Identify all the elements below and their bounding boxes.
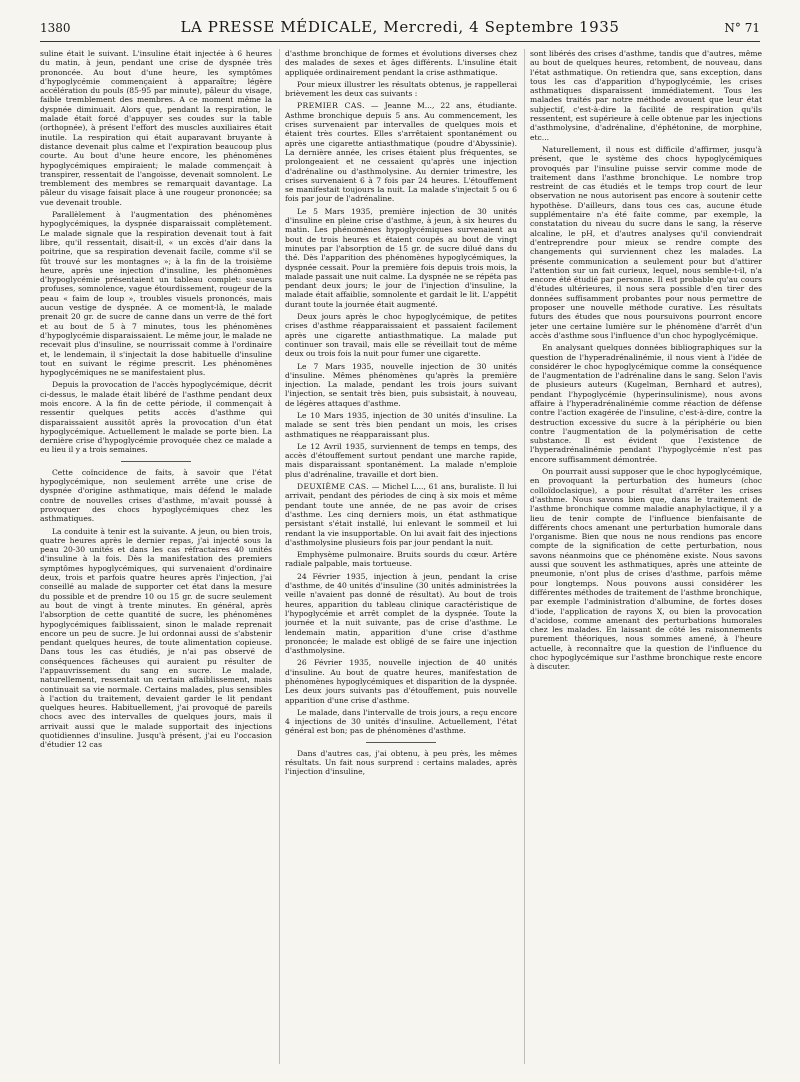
header-rule xyxy=(40,41,760,42)
paragraph: Le 12 Avril 1935, surviennent de temps en temps, des accès d'étouffement surtout pendant une marche rapide, mais disparaissant spontanément. La malade n'emploie plus d'adrénaline, travaille et dort bien. xyxy=(285,441,517,479)
text-column-1 xyxy=(40,49,272,1069)
section-separator xyxy=(121,461,191,462)
text-column-3 xyxy=(530,49,762,1069)
paragraph: suline était le suivant. L'insuline était injectée à 6 heures du matin, à jeun, pendant une crise de dyspnée très prononcée. Au bout d'une heure, les symptômes d'hypoglycémie commençaient à apparaître; légère accélération du pouls (85-95 par minute), pâleur du visage, faible tremblement des membres. A ce moment même la dyspnée diminuait. Alors que, pendant la respiration, le malade était forcé d'appuyer ses coudes sur la table (orthopnée), à présent l'effort des muscles auxiliaires était inutile. La respiration qui était auparavant bruyante à distance devenait plus calme et l'expiration beaucoup plus courte. Au bout d'une heure encore, les phénomènes hypoglycémiques empiraient; le malade commençait à transpirer, ressentait de l'angoisse, devenait somnolent. Le tremblement des membres se remarquait davantage. La pâleur du visage faisait place à une rougeur prononcée; sa vue devenait trouble. xyxy=(40,49,272,207)
journal-title: LA PRESSE MÉDICALE, Mercredi, 4 Septembre 1935 xyxy=(180,18,620,36)
paragraph: Cette coïncidence de faits, à savoir que l'état hypoglycémique, non seulement arrête une crise de dyspnée d'origine asthmatique, mais défend le malade contre de nouvelles crises d'asthme, m'avait poussé à provoquer des chocs hypoglycémiques chez les asthmatiques. xyxy=(40,467,272,524)
paragraph: Naturellement, il nous est difficile d'affirmer, jusqu'à présent, que le système des chocs hypoglycémiques provoqués par l'insuline puisse servir comme mode de traitement dans l'asthme bronchique. Le nombre trop restreint de cas étudiés et le temps trop court de leur observation ne nous autorisent pas encore à soutenir cette hypothèse. D'ailleurs, dans tous ces cas, aucune étude supplémentaire n'a été faite comme, par exemple, la constatation du niveau du sucre dans le sang, la réserve alcaline, le pH, et d'autres analyses qu'il conviendrait d'entreprendre pour mieux se rendre compte des changements qui surviennent chez les malades. La présente communication a seulement pour but d'attirer l'attention sur un fait curieux, lequel, nous semble-t-il, n'a encore été étudié par personne. Il est probable qu'au cours d'études ultérieures, il nous sera possible d'en tirer des données suffisamment probantes pour nous permettre de proposer une nouvelle méthode curative. Les résultats futurs des études que nous poursuivons pourront encore jeter une certaine lumière sur le phénomène d'arrêt d'un accès d'asthme sous l'influence d'un choc hypoglycémique. xyxy=(530,144,762,340)
paragraph: d'asthme bronchique de formes et évolutions diverses chez des malades de sexes et âges différents. L'insuline était appliquée ordinairement pendant la crise asthmatique. xyxy=(285,49,517,77)
issue-number: N° 71 xyxy=(724,21,760,35)
paragraph: Depuis la provocation de l'accès hypoglycémique, décrit ci-dessus, le malade était libéré de l'asthme pendant deux mois encore. A la fin de cette période, il commençait à ressentir quelques petits accès d'asthme qui disparaissaient aussitôt après la provocation d'un état hypoglycémique. Actuellement le malade se porte bien. La dernière crise d'hypoglycémie provoquée chez ce malade a eu lieu il y a trois semaines. xyxy=(40,380,272,455)
paragraph: Parallèlement à l'augmentation des phénomènes hypoglycémiques, la dyspnée disparaissait complètement. Le malade signale que la respiration devenait tout à fait libre, qu'il ressentait, disait-il, « un excès d'air dans la poitrine, que sa respiration devenait facile, comme s'il se fût trouvé sur les montagnes »; à la fin de la troisième heure, après une injection d'insuline, les phénomènes d'hypoglycémie présentaient un tableau complet: sueurs profuses, somnolence, vague étourdissement, rougeur de la peau « faim de loup », troubles visuels prononcés, mais aucun vestige de dyspnée. A ce moment-là, le malade prenait 20 gr. de sucre de canne dans un verre de thé fort et au bout de 5 à 7 minutes, tous les phénomènes d'hypoglycémie disparaissaient. Le même jour, le malade ne recevait plus d'insuline, se nourrissait comme à l'ordinaire et, le lendemain, il s'injectait la dose habituelle d'insuline tout en suivant le régime prescrit. Les phénomènes hypoglycémiques ne se manifestaient plus. xyxy=(40,210,272,378)
paragraph: En analysant quelques données bibliographiques sur la question de l'hyperadrénalinémie, il nous vient à l'idée de considérer le choc hypoglycémique comme la conséquence de l'augmentation de l'adrénaline dans le sang. Selon l'avis de plusieurs auteurs (Kugelman, Bernhard et autres), pendant l'hypoglycémie (hyperinsulinisme), nous avons affaire à l'hyperadrénalinémie comme réaction de défense contre l'action exagérée de l'insuline, c'est-à-dire, contre la destruction excessive du sucre à la périphérie ou bien contre l'augmentation de la polymérisation de cette substance. Il est évident que l'existence de l'hyperadrénalinémie pendant l'hypoglycémie n'est pas encore suffisamment démontrée. xyxy=(530,343,762,464)
section-separator xyxy=(366,742,436,743)
paragraph: Emphysème pulmonaire. Bruits sourds du cœur. Artère radiale palpable, mais tortueuse. xyxy=(285,550,517,569)
paragraph: 24 Février 1935, injection à jeun, pendant la crise d'asthme, de 40 unités d'insuline (30 unités administrées la veille n'avaient pas donné de résultat). Au bout de trois heures, apparition du tableau clinique caractéristique de l'hypoglycémie et arrêt complet de la dyspnée. Toute la journée et la nuit suivante, pas de crise d'asthme. Le lendemain matin, apparition d'une crise d'asthme prononcée; le malade est obligé de se faire une injection d'asthmolysine. xyxy=(285,571,517,656)
paragraph: Le 7 Mars 1935, nouvelle injection de 30 unités d'insuline. Mêmes phénomènes qu'après la première injection. La malade, pendant les trois jours suivant l'injection, se sentait très bien, puis subsistait, à nouveau, de légères attaques d'asthme. xyxy=(285,361,517,408)
paragraph: La conduite à tenir est la suivante. A jeun, ou bien trois, quatre heures après le dernier repas, j'ai injecté sous la peau 20-30 unités et dans les cas réfractaires 40 unités d'insuline à la fois. Dès la manifestation des premiers symptômes hypoglycémiques, qui survenaient d'ordinaire deux, trois et parfois quatre heures après l'injection, j'ai conseillé au malade de supporter cet état dans la mesure du possible et de prendre 10 ou 15 gr. de sucre seulement au bout de vingt à trente minutes. En général, après l'absorption de cette quantité de sucre, les phénomènes hypoglycémiques faiblissaient, sinon le malade reprenait encore un peu de sucre. Je lui ordonnai aussi de s'abstenir pendant quelques heures, de toute alimentation copieuse. Dans tous les cas étudiés, je n'ai pas observé de conséquences fâcheuses qui auraient pu résulter de l'appauvrissement du sang en sucre. Le malade, naturellement, ressentait un certain affaiblissement, mais continuait sa vie normale. Certains malades, plus sensibles à l'action du traitement, devaient garder le lit pendant quelques heures. Habituellement, j'ai provoqué de pareils chocs avec des intervalles de quelques jours, mais il arrivait aussi que le malade supportait des injections quotidiennes d'insuline. Jusqu'à présent, j'ai eu l'occasion d'étudier 12 cas xyxy=(40,526,272,750)
paragraph: Dans d'autres cas, j'ai obtenu, à peu près, les mêmes résultats. Un fait nous surprend : certains malades, après l'injection d'insuline, xyxy=(285,748,517,777)
paragraph: Deux jours après le choc hypoglycémique, de petites crises d'asthme réapparaissaient et passaient facilement après une cigarette antiasthmatique. La malade put continuer son travail, mais elle se réveillait tout de même deux ou trois fois la nuit pour fumer une cigarette. xyxy=(285,312,517,359)
case-label: DEUXIÈME CAS. xyxy=(297,482,369,492)
paragraph: Le 5 Mars 1935, première injection de 30 unités d'insuline en pleine crise d'asthme, à jeun, à six heures du matin. Les phénomènes hypoglycémiques survenaient au bout de trois heures et étaient coupés au bout de vingt minutes par l'absorption de 15 gr. de sucre dilué dans du thé. Dès l'apparition des phénomènes hypoglycémiques, la dyspnée cessait. Pour la première fois depuis trois mois, la malade passait une nuit calme. La dyspnée ne se répéta pas pendant deux jours; le jour de l'injection d'insuline, la malade était affaiblie, somnolente et gardait le lit. L'appétit durant toute la journée était augmenté. xyxy=(285,206,517,309)
paragraph: sont libérés des crises d'asthme, tandis que d'autres, même au bout de quelques heures, retombent, de nouveau, dans l'état asthmatique. On retiendra que, sans exception, dans tous les cas d'apparition d'hypoglycémie, les crises asthmatiques disparaissent immédiatement. Tous les malades traités par notre méthode avouent que leur état subjectif, c'est-à-dire la facilité de respiration qu'ils ressentent, est supérieure à celle obtenue par les injections d'asthmolysine, d'adrénaline, d'éphétonine, de morphine, etc... xyxy=(530,49,762,142)
case-text: — Jeanne M..., 22 ans, étudiante. Asthme bronchique depuis 5 ans. Au commencement, les crises survenaient par intervalles de quelques mois et étaient très courtes. Elles s'arrêtaient spontanément ou après une cigarette antiasthmatique (poudre d'Abyssinie). La dernière année, les crises étaient plus fréquentes, se prolongeaient et ne cessaient qu'après une injection d'adrénaline ou d'asthmolysine. Au dernier trimestre, les crises survenaient 6 à 7 fois par 24 heures. L'étouffement se manifestait toujours la nuit. La malade s'injectait 5 ou 6 fois par jour de l'adrénaline. xyxy=(285,101,517,204)
text-column-2 xyxy=(285,49,517,1069)
paragraph: On pourrait aussi supposer que le choc hypoglycémique, en provoquant la perturbation des humeurs (choc colloïdoclasique), a pour résultat d'arrêter les crises d'asthme. Nous savons bien que, dans le traitement de l'asthme bronchique comme maladie anaphylactique, il y a lieu de tenir compte de l'influence bienfaisante de différents chocs amenant une perturbation humorale dans l'organisme. Bien que nous ne nous rendions pas encore compte de la signification de cette perturbation, nous savons néanmoins que ce phénomène existe. Nous savons aussi que souvent les asthmatiques, après une atteinte de pneumonie, n'ont plus de crises d'asthme, parfois même pour longtemps. Nous pouvons aussi considérer les différentes méthodes de traitement de l'asthme bronchique, par exemple l'administration d'albumine, de fortes doses d'iode, l'application de rayons X, ou bien la provocation d'acidose, comme amenant des perturbations humorales chez les malades. En laissant de côté les raisonnements purement théoriques, nous sommes amené, à l'heure actuelle, à reconnaître que la question de l'influence du choc hypoglycémique sur l'asthme bronchique reste encore à discuter. xyxy=(530,467,762,672)
paragraph: 26 Février 1935, nouvelle injection de 40 unités d'insuline. Au bout de quatre heures, manifestation de phénomènes hypoglycémiques et disparition de la dyspnée. Les deux jours suivants pas d'étouffement, puis nouvelle apparition d'une crise d'asthme. xyxy=(285,658,517,705)
article-body xyxy=(40,49,770,1069)
case-text: — Michel L..., 61 ans, buraliste. Il lui arrivait, pendant des périodes de cinq à six mois et même pendant toute une année, de ne pas avoir de crises d'asthme. Les cinq derniers mois, un état asthmatique persistant s'était installé, lui enlevant le sommeil et lui rendant la vie insupportable. On lui avait fait des injections d'asthmolysine plusieurs fois par jour pendant la nuit. xyxy=(285,482,517,547)
case-label: PREMIER CAS. xyxy=(297,101,365,111)
paragraph: Le malade, dans l'intervalle de trois jours, a reçu encore 4 injections de 30 unités d'insuline. Actuellement, l'état général est bon; pas de phénomènes d'asthme. xyxy=(285,707,517,736)
paragraph: Pour mieux illustrer les résultats obtenus, je rappellerai brièvement les deux cas suivants : xyxy=(285,79,517,99)
paragraph xyxy=(285,482,517,547)
page-number: 1380 xyxy=(40,21,71,35)
paragraph: Le 10 Mars 1935, injection de 30 unités d'insuline. La malade se sent très bien pendant un mois, les crises asthmatiques ne réapparaissant plus. xyxy=(285,410,517,439)
paragraph xyxy=(285,101,517,203)
